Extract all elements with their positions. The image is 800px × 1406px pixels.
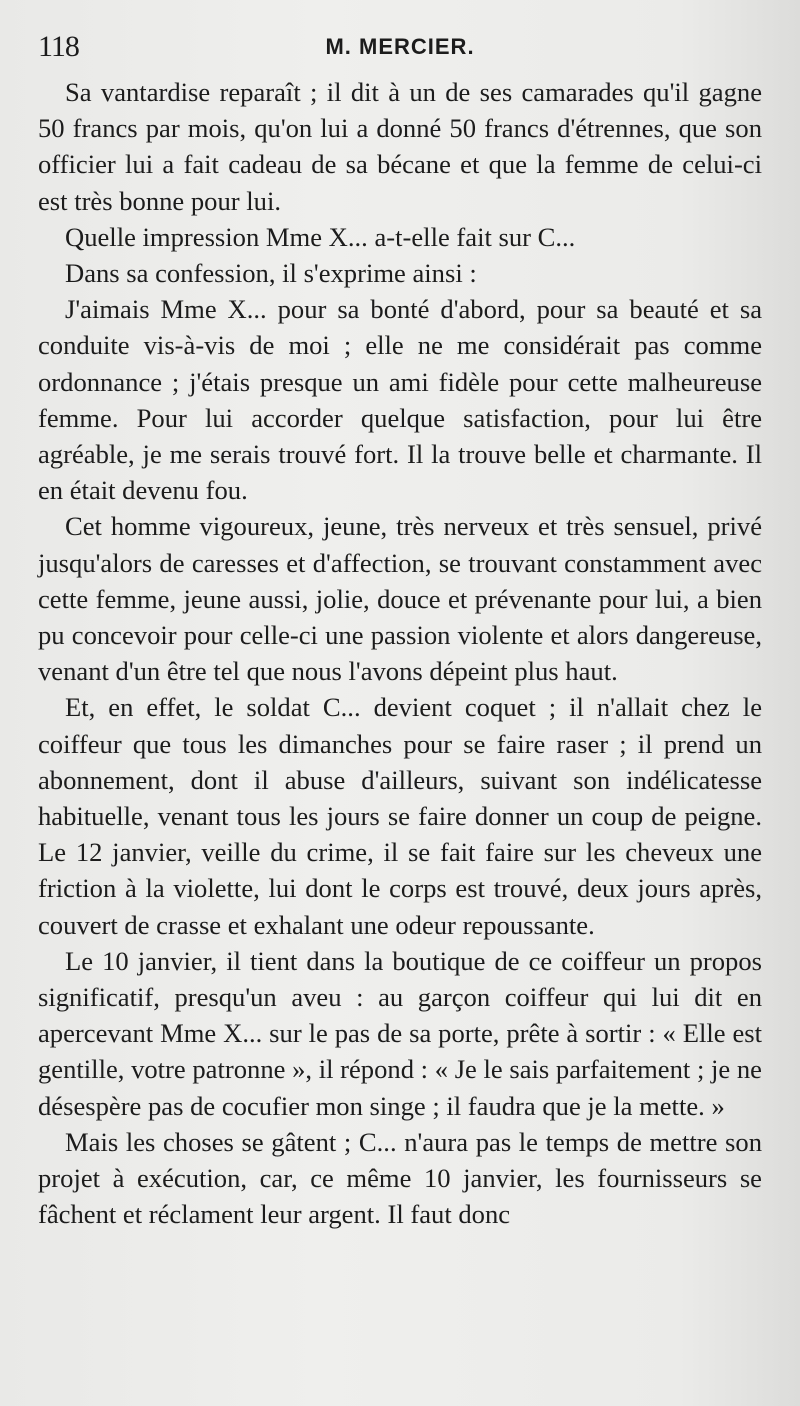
paragraph: J'aimais Mme X... pour sa bonté d'abord, pour sa beauté et sa conduite vis-à-vis de moi ; elle ne me considérait pas comme ordonnance ; j'étais presque un ami fidèle pour cette malheureuse femme. Pour lui accorder quelque satisfaction, pour lui être agréable, je me serais trouvé fort. Il la trouve belle et charmante. Il en était devenu fou.	[38, 294, 762, 506]
paragraph: Mais les choses se gâtent ; C... n'aura pas le temps de mettre son projet à exécution, car, ce même 10 janvier, les fournisseurs se fâchent et réclament leur argent. Il faut donc	[38, 1126, 762, 1230]
running-title: M. MERCIER.	[325, 34, 475, 59]
paragraph: Quelle impression Mme X... a-t-elle fait sur C...	[65, 221, 576, 252]
paragraph: Le 10 janvier, il tient dans la boutique de ce coiffeur un propos significatif, presqu'un aveu : au garçon coiffeur qui lui dit en apercevant Mme X... sur le pas de sa porte, prête à sortir : « Elle est gentille, votre patronne », il répond : « Je le sais parfaitement ; je ne désespère pas de cocufier mon singe ; il faudra que je la mette. »	[38, 945, 762, 1121]
paragraph: Et, en effet, le soldat C... devient coquet ; il n'allait chez le coiffeur que tous les dimanches pour se faire raser ; il prend un abonnement, dont il abuse d'ailleurs, suivant son indélicatesse habituelle, venant tous les jours se faire donner un coup de peigne. Le 12 janvier, veille du crime, il se fait faire sur les cheveux une friction à la violette, lui dont le corps est trouvé, deux jours après, couvert de crasse et exhalant une odeur repoussante.	[38, 692, 762, 940]
page-header	[38, 30, 762, 66]
paragraph: Sa vantardise reparaît ; il dit à un de ses camarades qu'il gagne 50 francs par mois, qu'on lui a donné 50 francs d'étrennes, que son officier lui a fait cadeau de sa bécane et que la femme de celui-ci est très bonne pour lui.	[38, 77, 762, 216]
body-text	[38, 74, 762, 1233]
paragraph: Dans sa confession, il s'exprime ainsi :	[65, 258, 477, 289]
paragraph: Cet homme vigoureux, jeune, très nerveux et très sensuel, privé jusqu'alors de caresses et d'affection, se trouvant constamment avec cette femme, jeune aussi, jolie, douce et prévenante pour lui, a bien pu concevoir pour celle-ci une passion violente et alors dangereuse, venant d'un être tel que nous l'avons dépeint plus haut.	[38, 511, 762, 687]
page-number: 118	[38, 30, 79, 63]
